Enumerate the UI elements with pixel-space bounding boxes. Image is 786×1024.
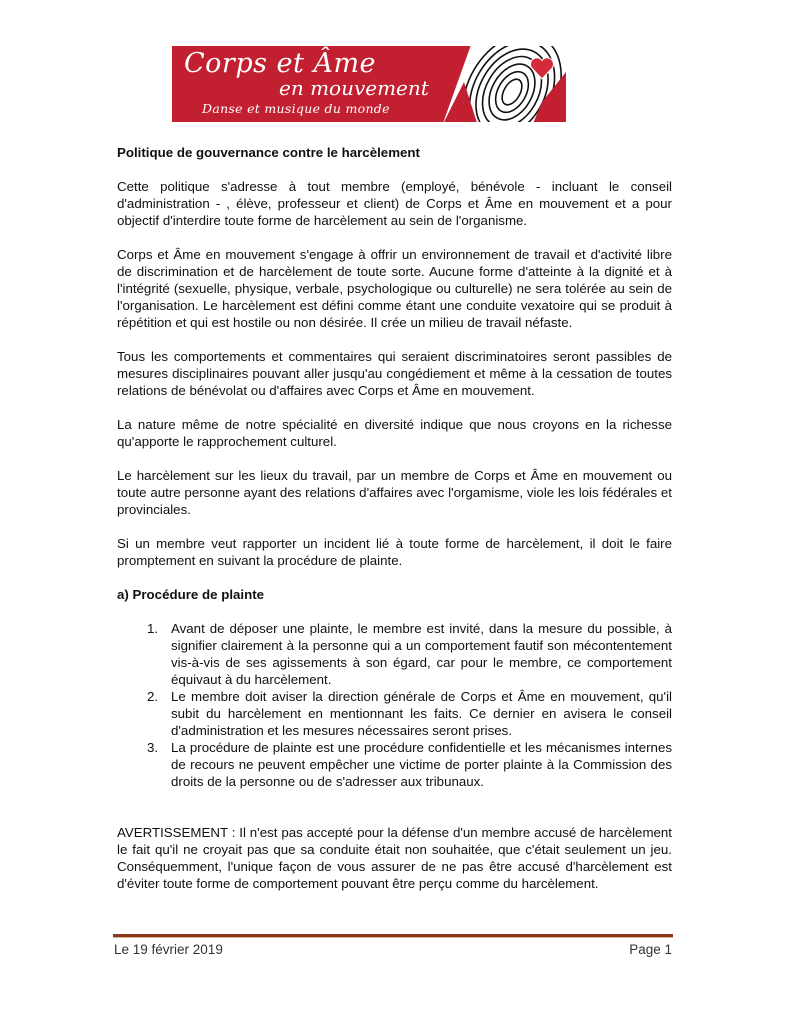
document-title: Politique de gouvernance contre le harcèlement [117,145,420,160]
paragraph-diversity: La nature même de notre spécialité en diversité indique que nous croyons en la richesse qu'apporte le rapprochement culturel. [117,417,672,449]
list-number: 2. [147,689,159,704]
logo-banner [172,46,566,122]
logo-tagline: Danse et musique du monde [202,101,390,116]
logo-title: Corps et Âme [184,48,377,79]
paragraph-scope: Cette politique s'adresse à tout membre (employé, bénévole - incluant le conseil d'administration - , élève, professeur et client) de Corps et Âme en mouvement et a pour objectif d'interdire toute forme de harcèlement au sein de l'organisme. [117,179,672,228]
list-item [117,688,672,739]
paragraph-reporting: Si un membre veut rapporter un incident lié à toute forme de harcèlement, il doit le faire promptement en suivant la procédure de plainte. [117,536,672,568]
logo-subtitle: en mouvement [279,76,429,100]
footer-page-number: Page 1 [629,942,672,957]
paragraph-sanctions: Tous les comportements et commentaires qui seraient discriminatoires seront passibles de mesures disciplinaires pouvant aller jusqu'au congédiement et même à la cessation de toutes relations de bénévolat ou d'affaires avec Corps et Âme en mouvement. [117,349,672,398]
list-item [117,739,672,790]
footer-divider [113,934,673,938]
list-text: Le membre doit aviser la direction générale de Corps et Âme en mouvement, qu'il subit du harcèlement en mentionnant les faits. Ce dernier en avisera le conseil d'administration et les mesures nécessaires seront prises. [171,689,672,738]
heart-icon [529,56,555,80]
list-number: 1. [147,621,159,636]
complaint-procedure-list [117,620,672,790]
paragraph-law: Le harcèlement sur les lieux du travail, par un membre de Corps et Âme en mouvement ou toute autre personne ayant des relations d'affaires avec l'orgamisme, viole les lois fédérales et provinciales. [117,468,672,517]
warning-paragraph: AVERTISSEMENT : Il n'est pas accepté pour la défense d'un membre accusé de harcèlement le fait qu'il ne croyait pas que sa conduite était non souhaitée, que c'était seulement un jeu. Conséquemment, l'unique façon de vous assurer de ne pas être accusé d'harcèlement est d'éviter toute forme de comportement pouvant être perçu comme du harcèlement. [117,825,672,891]
footer-date: Le 19 février 2019 [114,942,223,957]
list-item [117,620,672,688]
paragraph-commitment: Corps et Âme en mouvement s'engage à offrir un environnement de travail et d'activité libre de discrimination et de harcèlement de toute sorte. Aucune forme d'atteinte à la dignité et à l'intégrité (sexuelle, physique, verbale, psychologique ou culturelle) ne sera tolérée au sein de l'organisation. Le harcèlement est défini comme étant une conduite vexatoire qui se produit à répétition et qui est hostile ou non désirée. Il crée un milieu de travail néfaste. [117,247,672,330]
spacer [117,807,672,824]
document-body [117,144,672,909]
list-number: 3. [147,740,159,755]
section-heading-complaint: a) Procédure de plainte [117,587,265,602]
list-text: La procédure de plainte est une procédure confidentielle et les mécanismes internes de recours ne peuvent empêcher une victime de porter plainte à la Commission des droits de la personne ou de s'adresser aux tribunaux. [171,740,672,789]
list-text: Avant de déposer une plainte, le membre est invité, dans la mesure du possible, à signifier clairement à la personne qui a un comportement fautif son mécontentement vis-à-vis de ses agissements à son égard, car pour le membre, ce comportement équivaut à du harcèlement. [171,621,672,687]
